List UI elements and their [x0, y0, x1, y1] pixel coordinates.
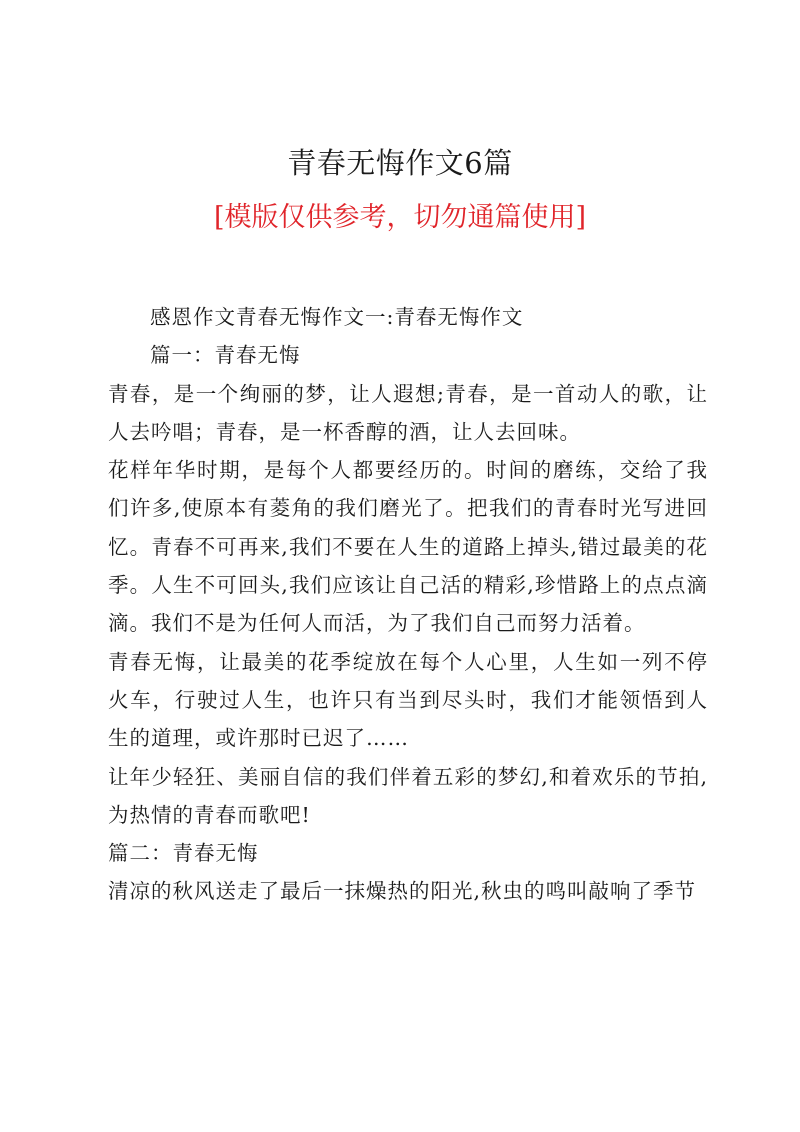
section-heading: 篇二：青春无悔: [108, 841, 259, 866]
paragraph: 感恩作文青春无悔作文一:青春无悔作文: [150, 305, 524, 329]
paragraph: 青春无悔，让最美的花季绽放在每个人心里，人生如一列不停火车，行驶过人生，也许只有当到尽头时，我们才能领悟到人生的道理，或许那时已迟了……: [108, 649, 708, 751]
section-heading: 篇一：青春无悔: [150, 343, 301, 368]
paragraph: 花样年华时期，是每个人都要经历的。时间的磨练，交给了我们许多,使原本有菱角的我们磨光了。把我们的青春时光写进回忆。青春不可再来,我们不要在人生的道路上掉头,错过最美的花季。人生不可回头,我们应该让自己活的精彩,珍惜路上的点点滴滴。我们不是为任何人而活，为了我们自己而努力活着。: [108, 458, 708, 636]
paragraph: 让年少轻狂、美丽自信的我们伴着五彩的梦幻,和着欢乐的节拍,为热情的青春而歌吧!: [108, 764, 708, 827]
document-subtitle: [模版仅供参考，切勿通篇使用]: [213, 202, 587, 233]
paragraph: 青春，是一个绚丽的梦，让人遐想;青春，是一首动人的歌，让人去吟唱；青春，是一杯香醇的酒，让人去回味。: [108, 381, 708, 444]
document-title: 青春无悔作文6篇: [287, 146, 513, 180]
paragraph: 清凉的秋风送走了最后一抹燥热的阳光,秋虫的鸣叫敲响了季节: [108, 879, 697, 904]
document-body: [108, 298, 708, 911]
